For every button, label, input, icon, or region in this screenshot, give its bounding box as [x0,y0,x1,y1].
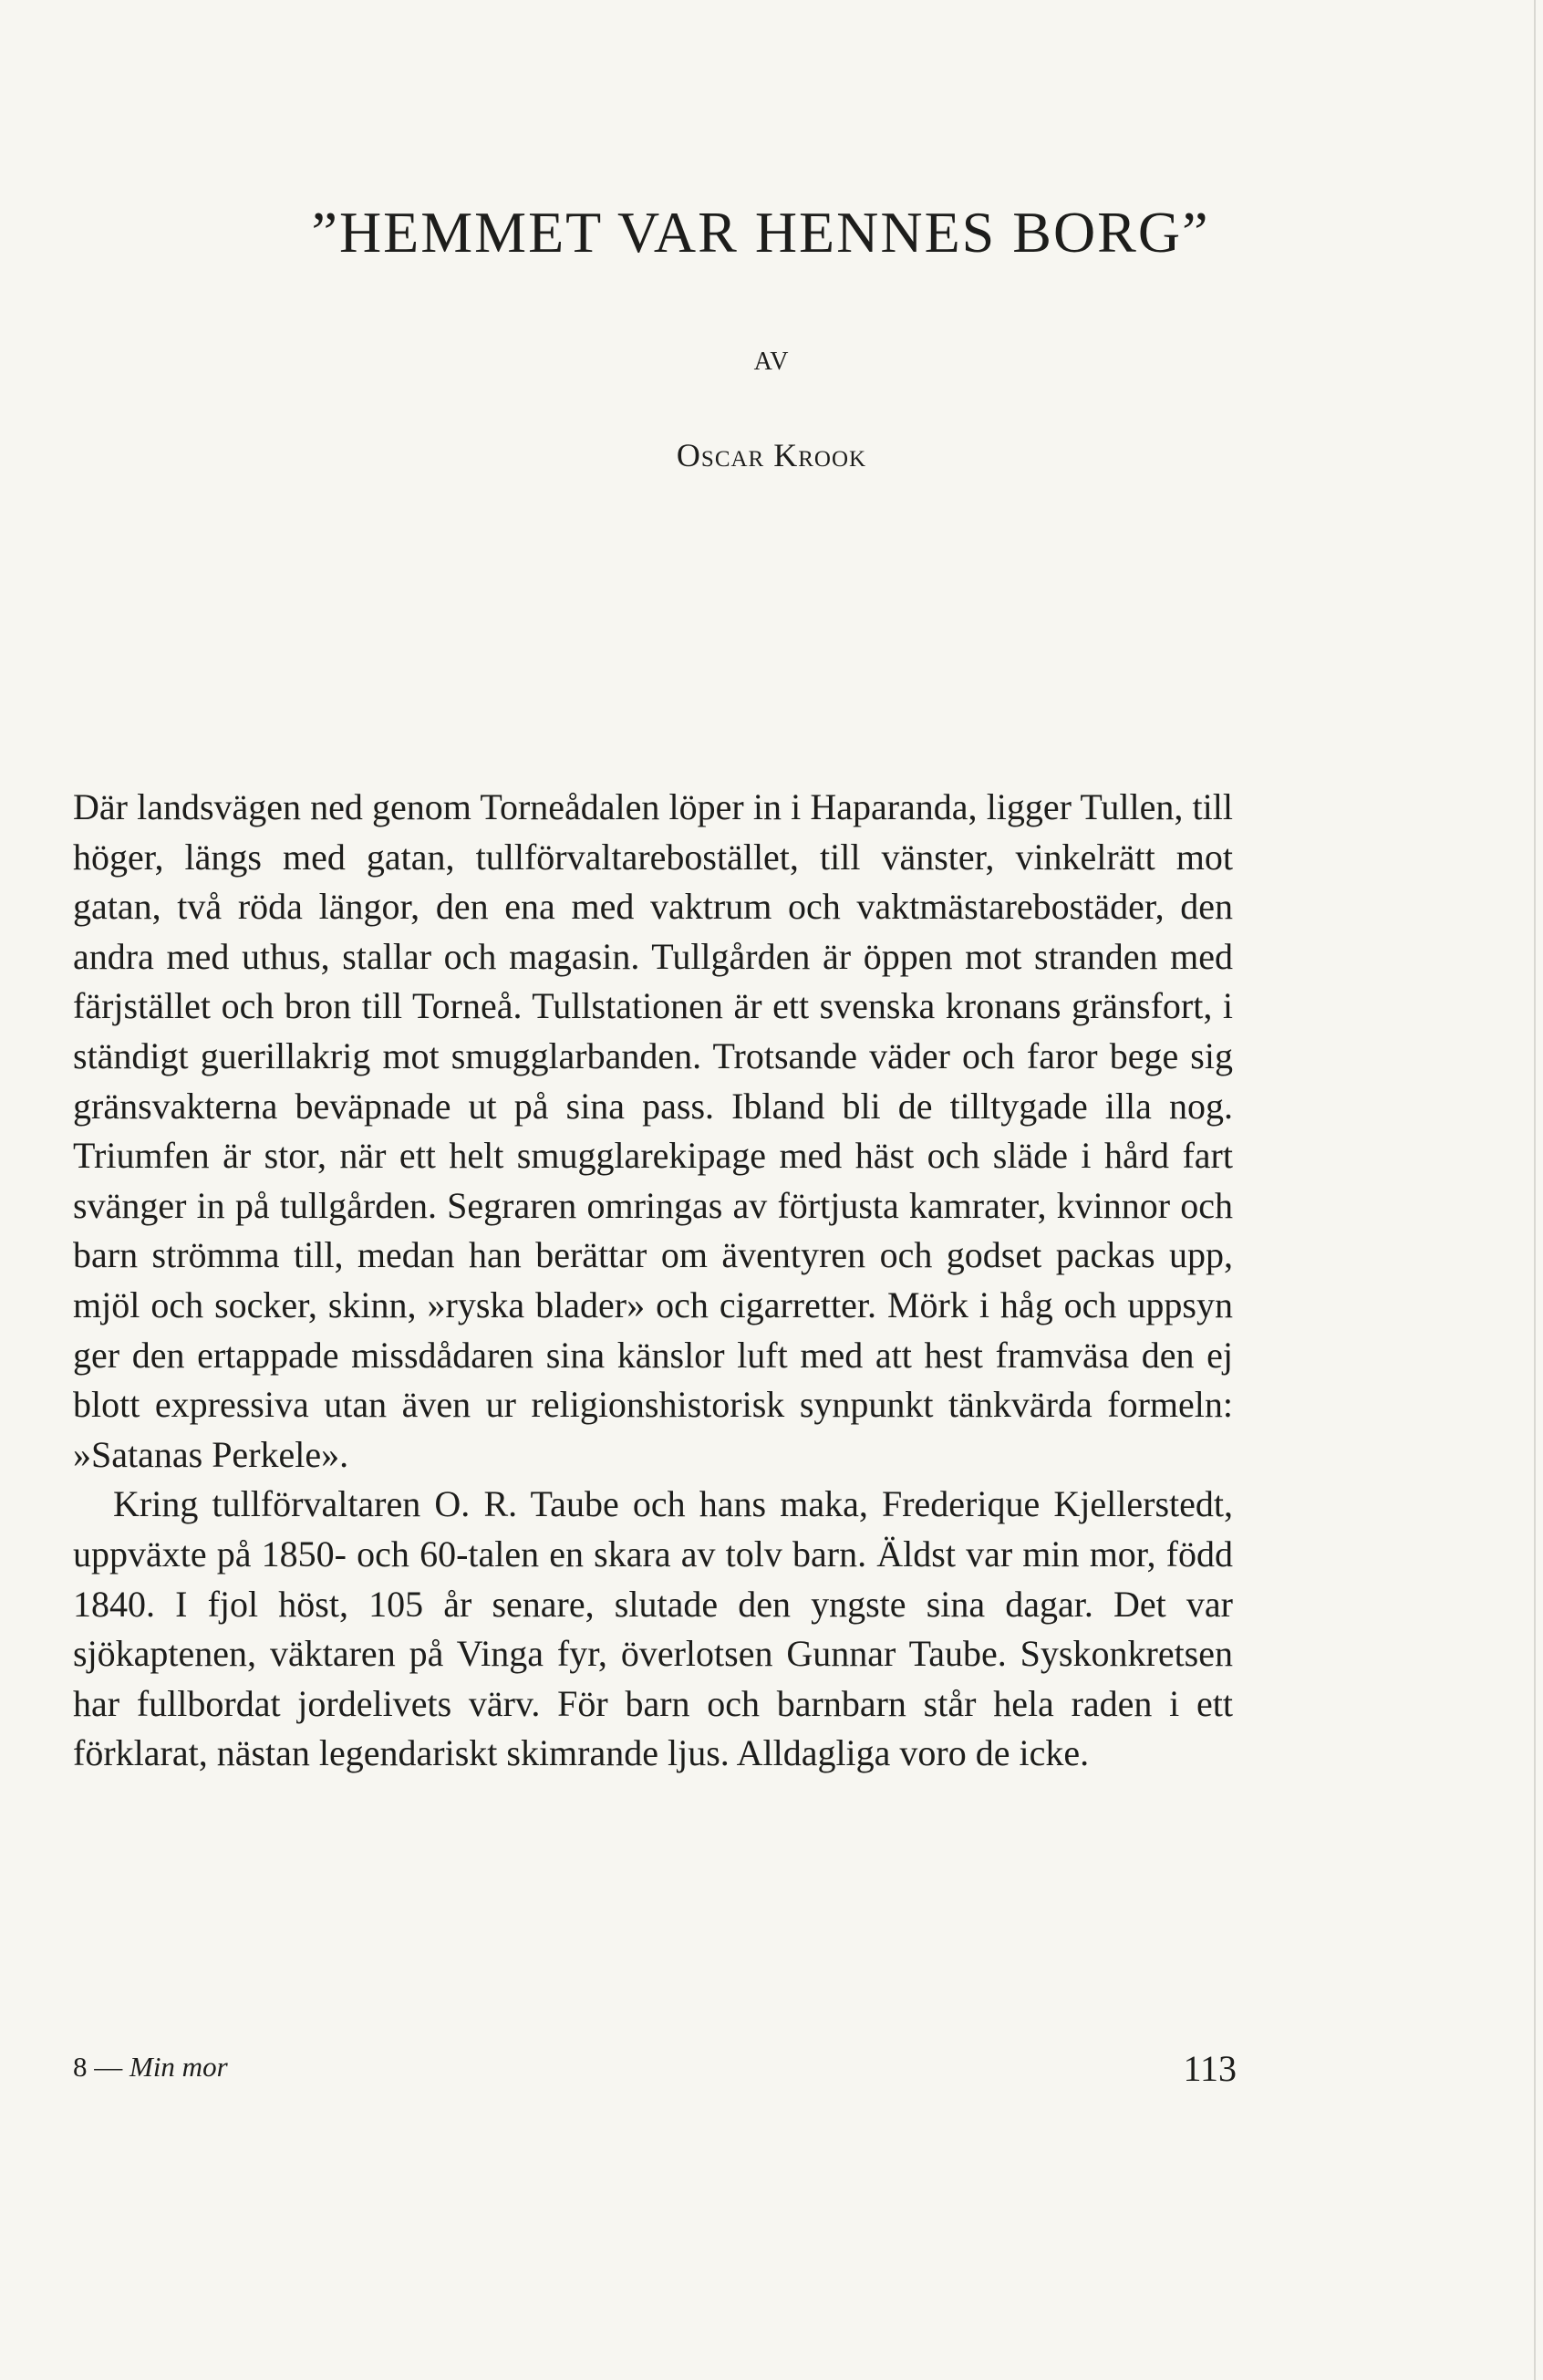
body-text [73,783,1233,1779]
paragraph-1: Där landsvägen ned genom Torneådalen löper in i Haparanda, ligger Tullen, till höger, längs med gatan, tullförvaltarebostället, till vänster, vinkelrätt mot gatan, två röda längor, den ena med vaktrum och vaktmästarebostäder, den andra med uthus, stallar och magasin. Tullgården är öppen mot stranden med färjstället och bron till Torneå. Tullstationen är ett svenska kronans gränsfort, i ständigt guerillakrig mot smugglarbanden. Trotsande väder och faror bege sig gränsvakterna beväpnade ut på sina pass. Ibland bli de tilltygade illa nog. Triumfen är stor, när ett helt smugglarekipage med häst och släde i hård fart svänger in på tullgården. Segraren omringas av förtjusta kamrater, kvinnor och barn strömma till, medan han berättar om äventyren och godset packas upp, mjöl och socker, skinn, »ryska blader» och cigarretter. Mörk i håg och uppsyn ger den ertappade missdådaren sina känslor luft med att hest framväsa den ej blott expressiva utan även ur religionshistorisk synpunkt tänkvärda formeln: »Satanas Perkele». [73,786,1233,1475]
author-name: Oscar Krook [676,437,867,473]
book-title: Min mor [129,2051,228,2083]
footer-signature [73,2051,228,2084]
page-number: 113 [1183,2048,1237,2089]
signature-mark: 8 — [73,2051,123,2083]
paragraph-2: Kring tullförvaltaren O. R. Taube och hans maka, Frederique Kjellerstedt, uppväxte på 1850- och 60-talen en skara av tolv barn. Äldst var min mor, född 1840. I fjol höst, 105 år senare, slutade den yngste sina dagar. Det var sjökaptenen, väktaren på Vinga fyr, överlotsen Gunnar Taube. Syskonkretsen har fullbordat jordelivets värv. För barn och barnbarn står hela raden i ett förklarat, nästan legendariskt skimrande ljus. Alldagliga voro de icke. [73,1483,1233,1774]
byline: AV [753,348,790,376]
chapter-title: ”HEMMET VAR HENNES BORG” [311,200,1210,265]
